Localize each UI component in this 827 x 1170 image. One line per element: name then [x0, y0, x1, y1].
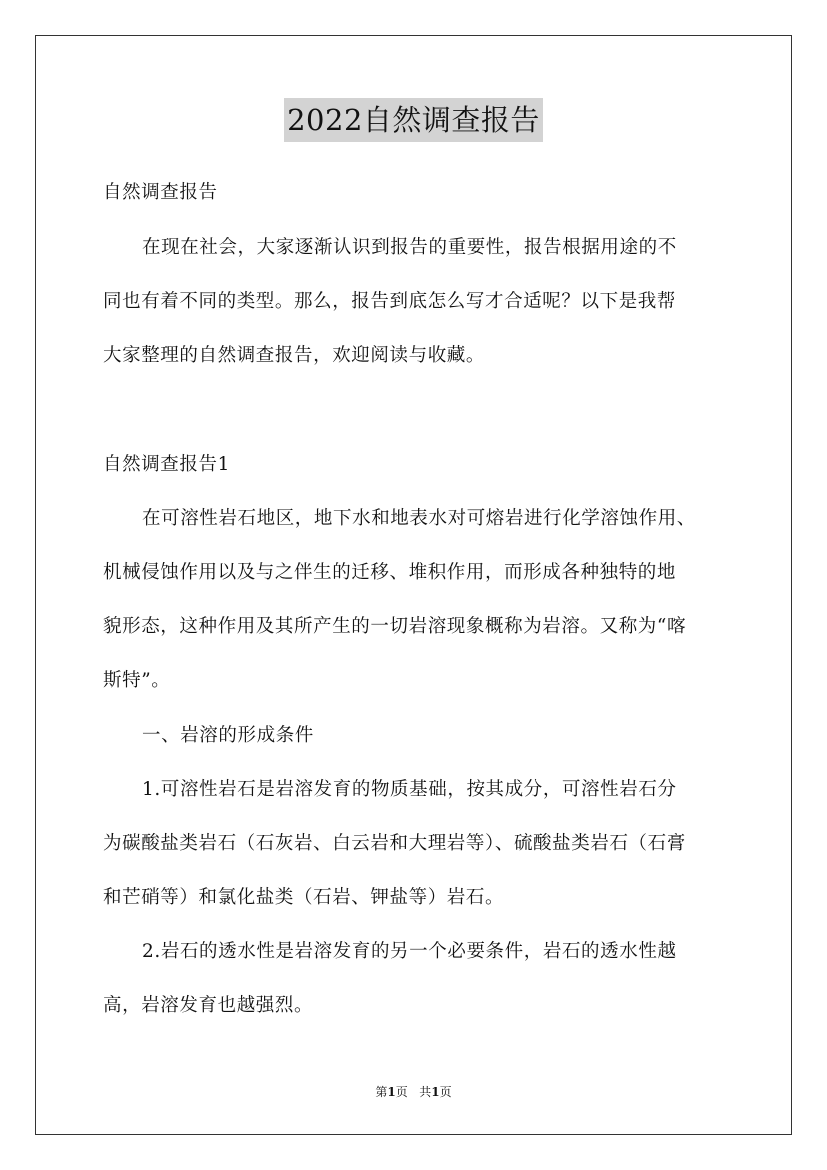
paragraph-line: 和芒硝等）和氯化盐类（石岩、钾盐等）岩石。 [103, 887, 505, 908]
paragraph-line: 高，岩溶发育也越强烈。 [103, 995, 314, 1016]
title-container [0, 98, 827, 142]
paragraph-line: 在可溶性岩石地区，地下水和地表水对可熔岩进行化学溶蚀作用、 [142, 508, 696, 529]
footer-total-prefix: 共 [419, 1085, 432, 1099]
paragraph-line: 斯特”。 [103, 670, 171, 691]
paragraph-line: 大家整理的自然调查报告，欢迎阅读与收藏。 [103, 345, 486, 366]
footer-total-suffix: 页 [439, 1085, 452, 1099]
paragraph-line: 貌形态，这种作用及其所产生的一切岩溶现象概称为岩溶。又称为“喀 [103, 616, 687, 637]
document-title: 2022自然调查报告 [284, 98, 543, 142]
footer-page-number: 1 [387, 1085, 396, 1099]
page-footer [0, 1084, 827, 1100]
section-heading: 自然调查报告 [103, 182, 218, 203]
paragraph-line: 在现在社会，大家逐渐认识到报告的重要性，报告根据用途的不 [142, 237, 677, 258]
subsection-heading: 一、岩溶的形成条件 [142, 725, 314, 746]
paragraph-line: 同也有着不同的类型。那么，报告到底怎么写才合适呢？以下是我帮 [103, 291, 677, 312]
paragraph-line: 机械侵蚀作用以及与之伴生的迁移、堆积作用，而形成各种独特的地 [103, 562, 677, 583]
paragraph-line: 1.可溶性岩石是岩溶发育的物质基础，按其成分，可溶性岩石分 [142, 779, 677, 800]
paragraph-line: 2.岩石的透水性是岩溶发育的另一个必要条件，岩石的透水性越 [142, 941, 677, 962]
paragraph-line: 为碳酸盐类岩石（石灰岩、白云岩和大理岩等）、硫酸盐类岩石（石膏 [103, 833, 686, 854]
section-heading: 自然调查报告1 [103, 454, 230, 475]
footer-page-prefix: 第 [375, 1085, 388, 1099]
footer-total-pages: 1 [431, 1085, 440, 1099]
footer-page-suffix: 页 [395, 1085, 408, 1099]
